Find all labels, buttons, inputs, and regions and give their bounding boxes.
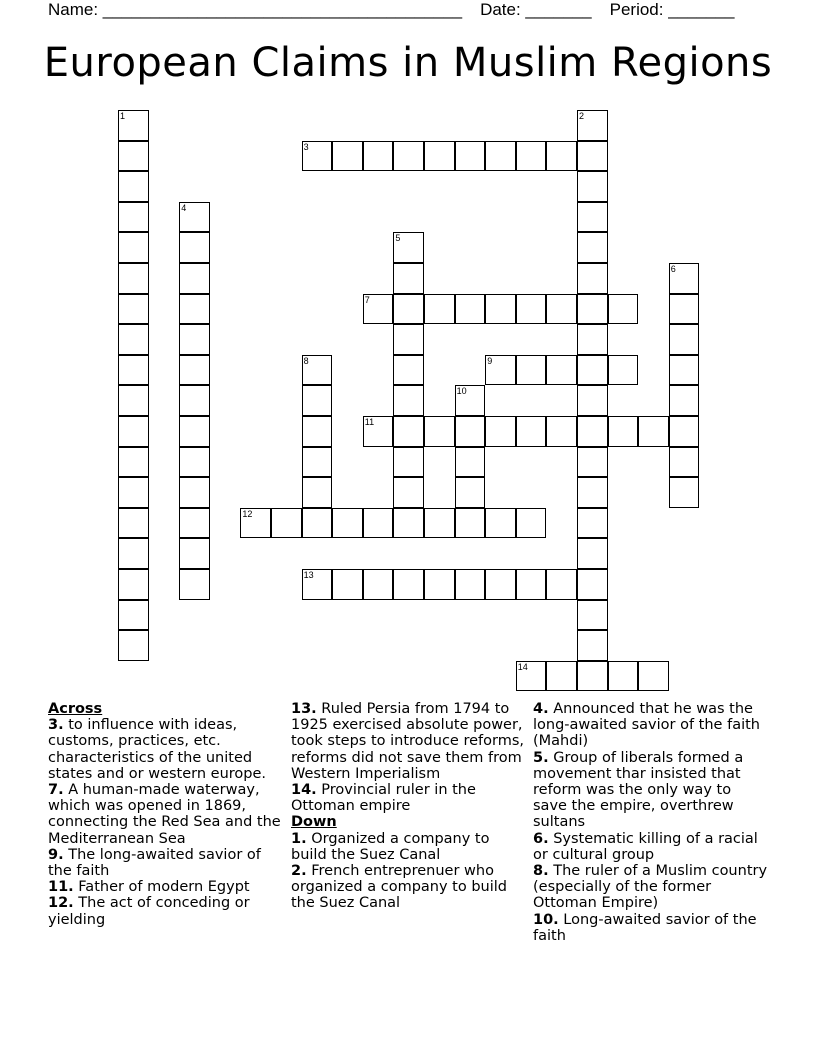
date-label: Date: _______	[480, 0, 592, 19]
grid-cell[interactable]	[577, 538, 608, 569]
grid-cell[interactable]	[118, 232, 149, 263]
grid-cell[interactable]	[302, 477, 333, 508]
grid-cell[interactable]	[332, 508, 363, 539]
clue-across-11: 11. Father of modern Egypt	[48, 879, 250, 896]
clue-across-14: 14. Provincial ruler in the Ottoman empire	[291, 782, 476, 815]
grid-cell[interactable]	[424, 569, 455, 600]
grid-cell[interactable]	[485, 294, 516, 325]
grid-cell[interactable]	[577, 324, 608, 355]
clues-column-2	[291, 701, 527, 912]
grid-cell[interactable]	[363, 569, 394, 600]
grid-cell[interactable]	[546, 294, 577, 325]
grid-number: 6	[670, 264, 676, 274]
grid-cell[interactable]	[363, 141, 394, 172]
grid-cell[interactable]	[577, 294, 608, 325]
clue-across-12: 12. The act of conceding or yielding	[48, 895, 250, 928]
grid-cell[interactable]	[118, 202, 149, 233]
grid-cell[interactable]	[577, 630, 608, 661]
grid-cell[interactable]	[577, 171, 608, 202]
grid-cell[interactable]	[485, 508, 516, 539]
grid-cell[interactable]	[485, 569, 516, 600]
grid-cell[interactable]	[455, 294, 486, 325]
grid-cell[interactable]	[393, 385, 424, 416]
grid-cell[interactable]	[455, 416, 486, 447]
grid-cell[interactable]	[455, 477, 486, 508]
grid-cell[interactable]	[638, 416, 669, 447]
grid-cell[interactable]	[455, 508, 486, 539]
grid-cell[interactable]	[577, 355, 608, 386]
grid-cell[interactable]	[516, 141, 547, 172]
clue-down-6: 6. Systematic killing of a racial or cultural group	[533, 830, 758, 863]
grid-cell[interactable]	[516, 569, 547, 600]
clues-column-1	[48, 701, 284, 928]
period-label: Period: _______	[609, 0, 735, 19]
grid-cell[interactable]	[363, 508, 394, 539]
grid-cell[interactable]	[393, 141, 424, 172]
grid-cell[interactable]	[393, 294, 424, 325]
grid-cell[interactable]	[302, 508, 333, 539]
grid-cell[interactable]	[179, 538, 210, 569]
grid-cell[interactable]	[577, 202, 608, 233]
grid-cell[interactable]	[393, 263, 424, 294]
grid-cell[interactable]	[424, 141, 455, 172]
down-heading: Down	[291, 814, 337, 831]
grid-cell[interactable]	[179, 294, 210, 325]
grid-cell[interactable]	[179, 232, 210, 263]
grid-cell[interactable]	[577, 385, 608, 416]
grid-cell[interactable]	[669, 385, 700, 416]
grid-cell[interactable]	[179, 508, 210, 539]
clue-across-9: 9. The long-awaited savior of the faith	[48, 846, 261, 880]
grid-cell[interactable]	[118, 538, 149, 569]
grid-cell[interactable]	[577, 569, 608, 600]
grid-cell[interactable]	[608, 416, 639, 447]
grid-cell[interactable]	[302, 416, 333, 447]
grid-cell[interactable]	[118, 294, 149, 325]
clue-down-5: 5. Group of liberals formed a movement thar insisted that reform was the only way to save the empire, overthrew sultans	[533, 749, 744, 831]
grid-cell[interactable]	[332, 569, 363, 600]
grid-cell[interactable]	[179, 324, 210, 355]
grid-cell[interactable]	[577, 447, 608, 478]
grid-cell[interactable]	[118, 600, 149, 631]
grid-cell[interactable]	[118, 569, 149, 600]
grid-cell[interactable]	[455, 569, 486, 600]
grid-cell[interactable]	[546, 355, 577, 386]
grid-cell[interactable]	[393, 508, 424, 539]
clue-across-7: 7. A human-made waterway, which was opened in 1869, connecting the Red Sea and the Mediterranean Sea	[48, 782, 281, 847]
grid-cell[interactable]	[393, 355, 424, 386]
grid-cell[interactable]	[485, 416, 516, 447]
grid-cell[interactable]	[516, 294, 547, 325]
grid-cell[interactable]	[424, 508, 455, 539]
grid-cell[interactable]	[577, 416, 608, 447]
grid-cell[interactable]	[669, 355, 700, 386]
grid-cell[interactable]	[608, 355, 639, 386]
grid-cell[interactable]	[669, 324, 700, 355]
grid-cell[interactable]	[516, 416, 547, 447]
grid-number: 11	[364, 417, 375, 427]
grid-number: 4	[181, 202, 187, 213]
grid-number: 1	[120, 111, 126, 121]
grid-cell[interactable]	[546, 141, 577, 172]
grid-cell[interactable]	[179, 569, 210, 600]
grid-cell[interactable]	[638, 661, 669, 692]
grid-cell[interactable]	[302, 385, 333, 416]
grid-cell[interactable]	[516, 355, 547, 386]
grid-cell[interactable]	[118, 171, 149, 202]
grid-cell[interactable]	[393, 416, 424, 447]
clue-down-4: 4. Announced that he was the long-awaited savior of the faith (Mahdi)	[533, 701, 760, 750]
grid-cell[interactable]	[393, 477, 424, 508]
grid-cell[interactable]	[577, 600, 608, 631]
grid-cell[interactable]	[332, 141, 363, 172]
grid-cell[interactable]	[455, 447, 486, 478]
across-heading: Across	[48, 701, 103, 717]
grid-cell[interactable]	[118, 141, 149, 172]
page-title: European Claims in Muslim Regions	[43, 40, 773, 86]
grid-number: 3	[303, 141, 309, 152]
clues-column-3	[533, 701, 769, 944]
grid-cell[interactable]	[424, 416, 455, 447]
grid-cell[interactable]	[608, 294, 639, 325]
grid-cell[interactable]	[577, 477, 608, 508]
grid-cell[interactable]	[669, 416, 700, 447]
grid-cell[interactable]	[179, 416, 210, 447]
grid-cell[interactable]	[179, 385, 210, 416]
grid-cell[interactable]	[577, 141, 608, 172]
grid-cell[interactable]	[179, 447, 210, 478]
grid-cell[interactable]	[118, 630, 149, 661]
grid-cell[interactable]	[485, 141, 516, 172]
grid-cell[interactable]	[118, 263, 149, 294]
grid-cell[interactable]	[516, 508, 547, 539]
grid-cell[interactable]	[577, 508, 608, 539]
grid-cell[interactable]	[118, 385, 149, 416]
grid-cell[interactable]	[118, 324, 149, 355]
grid-cell[interactable]	[577, 661, 608, 692]
grid-number: 12	[242, 508, 253, 519]
grid-cell[interactable]	[179, 355, 210, 386]
grid-number: 8	[303, 355, 309, 366]
grid-cell[interactable]	[669, 447, 700, 478]
grid-cell[interactable]	[669, 477, 700, 508]
clue-across-13: 13. Ruled Persia from 1794 to 1925 exercised absolute power, took steps to introduce reforms, reforms did not save them from Western Imperialism	[291, 701, 524, 782]
clue-down-8: 8. The ruler of a Muslim country (especially of the former Ottoman Empire)	[533, 863, 768, 912]
grid-cell[interactable]	[118, 447, 149, 478]
grid-cell[interactable]	[271, 508, 302, 539]
grid-number: 14	[517, 661, 528, 672]
grid-cell[interactable]	[577, 263, 608, 294]
grid-cell[interactable]	[393, 324, 424, 355]
clue-down-2: 2. French entreprenuer who organized a company to build the Suez Canal	[291, 863, 507, 912]
grid-cell[interactable]	[546, 416, 577, 447]
grid-cell[interactable]	[118, 508, 149, 539]
grid-cell[interactable]	[608, 661, 639, 692]
grid-cell[interactable]	[577, 232, 608, 263]
grid-cell[interactable]	[393, 569, 424, 600]
grid-number: 10	[456, 386, 467, 397]
clue-down-1: 1. Organized a company to build the Suez Canal	[291, 830, 490, 863]
clue-across-3: 3. to influence with ideas, customs, practices, etc. characteristics of the united states and or western europe.	[48, 717, 267, 782]
grid-cell[interactable]	[455, 141, 486, 172]
grid-cell[interactable]	[179, 477, 210, 508]
grid-cell[interactable]	[546, 661, 577, 692]
grid-number: 13	[303, 570, 314, 580]
grid-cell[interactable]	[118, 416, 149, 447]
grid-cell[interactable]	[424, 294, 455, 325]
grid-number: 9	[487, 355, 493, 366]
grid-cell[interactable]	[179, 263, 210, 294]
clue-down-10: 10. Long-awaited savior of the faith	[533, 911, 757, 944]
grid-number: 2	[579, 111, 585, 121]
grid-cell[interactable]	[118, 477, 149, 508]
grid-cell[interactable]	[118, 355, 149, 386]
grid-number: 5	[395, 233, 401, 244]
grid-cell[interactable]	[302, 447, 333, 478]
grid-cell[interactable]	[546, 569, 577, 600]
name-label: Name: ______________________________________	[48, 0, 463, 19]
grid-number: 7	[364, 294, 370, 305]
grid-cell[interactable]	[393, 447, 424, 478]
grid-cell[interactable]	[669, 294, 700, 325]
